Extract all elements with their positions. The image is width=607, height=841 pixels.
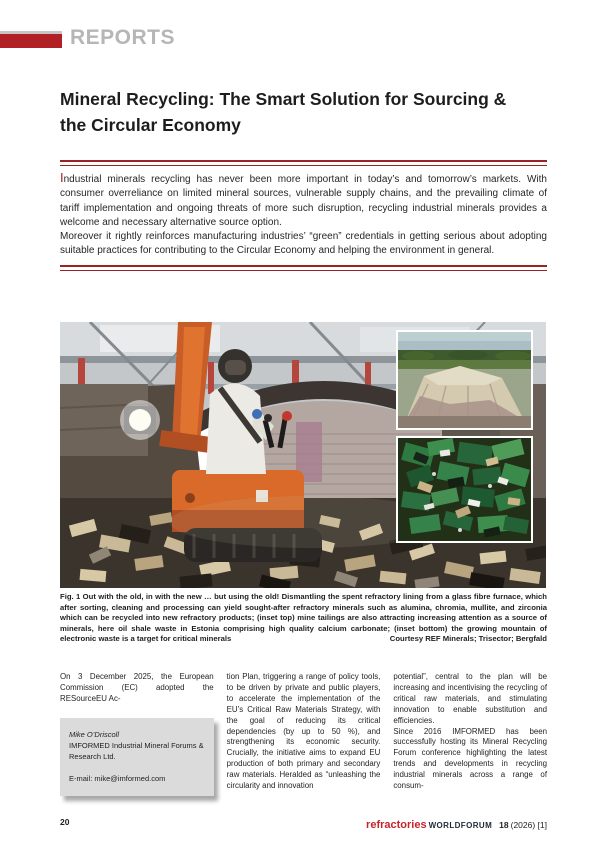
section-kicker: REPORTS (70, 26, 176, 49)
intro-paragraph-2: Moreover it rightly reinforces manufacturing industries’ “green” credentials in getting serious about adopting suitable practices for contributing to the Circular Economy and helping the environment in general. (60, 231, 547, 257)
body-column-1 (60, 672, 214, 796)
author-name: Mike O’Driscoll (69, 729, 120, 739)
body-columns (60, 672, 547, 796)
author-affiliation: IMFORMED Industrial Mineral Forums & Research Ltd. (69, 740, 204, 761)
bottom-double-rule (60, 265, 547, 271)
figure-courtesy: Courtesy REF Minerals; Trisector; Bergfald (389, 634, 547, 644)
journal-name: refractories (366, 819, 427, 831)
journal-issue: (2026) [1] (510, 820, 547, 830)
body-col2-text: tion Plan, triggering a range of policy tools, to be driven by private and public players, to accelerate the implementation of the EU’s Critical Raw Materials Strategy, with the goal of reducing its critical dependencies (by up to 50 %), and strengthening its economic security. Crucially, the initiative aims to expand EU production of both primary and secondary raw materials. Heralded as “unleashing the circularity and innovation (226, 672, 381, 791)
intro-paragraph-1-text: ndustrial minerals recycling has never been more important in today’s and tomorrow’s markets. With consumer overreliance on limited mineral sources, vulnerable supply chains, and the prevailing climate of tariff implementation and ongoing threats of more such disruption, recycling industrial minerals provides a welcome and necessary alternative source option. (60, 174, 547, 228)
article-title: Mineral Recycling: The Smart Solution for Sourcing & the Circular Economy (60, 89, 507, 135)
section-accent-bar (0, 31, 62, 48)
journal-suffix: WORLDFORUM (428, 821, 493, 830)
intro-paragraph-1 (60, 171, 547, 230)
inset-electronic-waste-photo (396, 436, 533, 543)
top-double-rule (60, 160, 547, 166)
body-col3-paragraph-2: Since 2016 IMFORMED has been successfully hosting its Mineral Recycling Forum conference highlighting the latest trends and developments in recycling industrial minerals across a range of consum- (393, 726, 548, 791)
page-number: 20 (60, 817, 70, 827)
e-waste-graphic (398, 438, 531, 541)
journal-volume: 18 (499, 820, 509, 830)
body-col3-paragraph-1: potential”, central to the plan will be increasing and incentivising the recycling of critical raw materials, and stimulating innovation to enable substitution and efficiencies. (393, 672, 548, 725)
inset-mine-tailings-photo (396, 330, 533, 430)
author-email-link[interactable]: E-mail: mike@imformed.com (69, 773, 166, 783)
figure-caption-text: Fig. 1 Out with the old, in with the new … but using the old! Dismantling the spent refractory lining from a glass fibre furnace, which after sorting, cleaning and processing can yield sought-after refractory minerals such as alumina, chromia, mullite, and zirconia which can be recycled into new refractory products; (inset top) mine tailings are also attracting increasing attention as a source of minerals, here oil shale waste in Estonia comprising high quality calcium carbonate; (inset bottom) the growing mountain of electronic waste is a target for critical minerals (60, 592, 547, 644)
journal-footer (366, 815, 547, 833)
intro-block (60, 160, 547, 271)
figure-caption (60, 592, 547, 645)
mine-tailings-graphic (398, 332, 531, 428)
drop-initial: I (60, 170, 64, 185)
intro-text (60, 171, 547, 259)
figure-1-photo (60, 322, 546, 588)
body-column-3 (393, 672, 547, 796)
body-column-2 (227, 672, 381, 796)
body-col1-text: On 3 December 2025, the European Commission (EC) adopted the RESourceEU Ac- (60, 672, 214, 703)
author-box (60, 718, 214, 796)
